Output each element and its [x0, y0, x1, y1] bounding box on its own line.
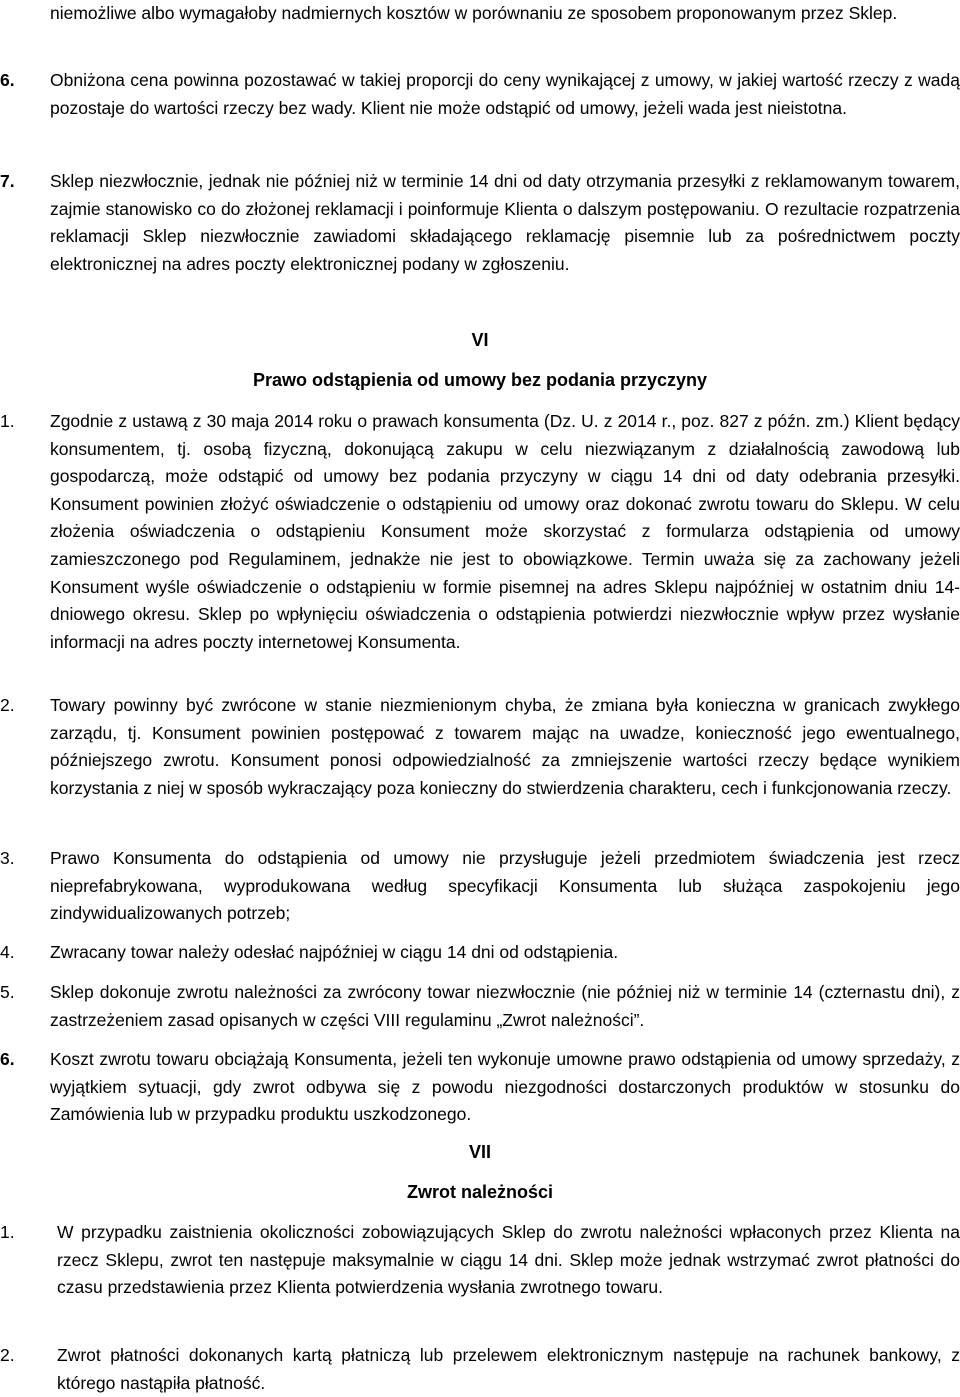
- section-numeral: VII: [468, 1142, 491, 1162]
- item-text: Towary powinny być zwrócone w stanie niezmienionym chyba, że zmiana była konieczna w granicach zwykłego zarządu, tj. Konsument powinien postępować z towarem mając na uwadze, konieczność jego ewentualnego, późniejszego zwrotu. Konsument ponosi odpowiedzialność za zmniejszenie wartości rzeczy będące wynikiem korzystania z niej w sposób wykraczający poza konieczny do stwierdzenia charakteru, cech i funkcjonowania rzeczy.: [50, 695, 960, 798]
- item-number: 7.: [0, 171, 15, 191]
- item-number: 6.: [0, 70, 15, 90]
- item-text: Sklep dokonuje zwrotu należności za zwrócony towar niezwłocznie (nie później niż w terminie 14 (czternastu dni), z zastrzeżeniem zasad opisanych w części VIII regulaminu „Zwrot należności”.: [50, 982, 960, 1030]
- item-text: Koszt zwrotu towaru obciążają Konsumenta, jeżeli ten wykonuje umowne prawo odstąpienia od umowy sprzedaży, z wyjątkiem sytuacji, gdy zwrot odbywa się z powodu niezgodności dostarczonych produktów w stosunku do Zamówienia lub w przypadku produktu uszkodzonego.: [50, 1049, 960, 1125]
- item-number: 6.: [0, 1049, 15, 1069]
- item-text: Sklep niezwłocznie, jednak nie później niż w terminie 14 dni od daty otrzymania przesyłki z reklamowanym towarem, zajmie stanowisko co do złożonej reklamacji i poinformuje Klienta o dalszym postępowaniu. O rezultacie rozpatrzenia reklamacji Sklep niezwłocznie zawiadomi składającego reklamację pisemnie lub za pośrednictwem poczty elektronicznej na adres poczty elektronicznej podany w zgłoszeniu.: [50, 171, 960, 274]
- item-number: 5.: [0, 982, 15, 1002]
- item-number: 2.: [0, 1345, 15, 1365]
- item-number: 1.: [0, 411, 15, 431]
- item-number: 4.: [0, 942, 15, 962]
- section-title: Zwrot należności: [406, 1182, 554, 1202]
- paragraph-continuation: niemożliwe albo wymagałoby nadmiernych kosztów w porównaniu ze sposobem proponowanym przez Sklep.: [50, 3, 898, 23]
- item-text: Obniżona cena powinna pozostawać w takiej proporcji do ceny wynikającej z umowy, w jakiej wartość rzeczy z wadą pozostaje do wartości rzeczy bez wady. Klient nie może odstąpić od umowy, jeżeli wada jest nieistotna.: [50, 70, 960, 118]
- item-text: Prawo Konsumenta do odstąpienia od umowy nie przysługuje jeżeli przedmiotem świadczenia jest rzecz nieprefabrykowana, wyprodukowana według specyfikacji Konsumenta lub służąca zaspokojeniu jego zindywidualizowanych potrzeb;: [50, 848, 960, 924]
- item-text: Zwracany towar należy odesłać najpóźniej w ciągu 14 dni od odstąpienia.: [50, 942, 619, 962]
- section-numeral: VI: [471, 330, 489, 350]
- section-title: Prawo odstąpienia od umowy bez podania przyczyny: [252, 370, 708, 390]
- item-number: 2.: [0, 695, 15, 715]
- item-text: Zwrot płatności dokonanych kartą płatniczą lub przelewem elektronicznym następuje na rachunek bankowy, z którego nastąpiła płatność.: [57, 1345, 960, 1393]
- item-number: 1.: [0, 1222, 15, 1242]
- item-text: Zgodnie z ustawą z 30 maja 2014 roku o prawach konsumenta (Dz. U. z 2014 r., poz. 827 z późn. zm.) Klient będący konsumentem, tj. osobą fizyczną, dokonującą zakupu w celu niezwiązanym z działalnością zawodową lub gospodarczą, może odstąpić od umowy bez podania przyczyny w ciągu 14 dni od daty odebrania przesyłki. Konsument powinien złożyć oświadczenie o odstąpieniu od umowy oraz dokonać zwrotu towaru do Sklepu. W celu złożenia oświadczenia o odstąpieniu Konsument może skorzystać z formularza odstąpienia od umowy zamieszczonego pod Regulaminem, jednakże nie jest to obowiązkowe. Termin uważa się za zachowany jeżeli Konsument wyśle oświadczenie o odstąpieniu w formie pisemnej na adres Sklepu najpóźniej w ostatnim dniu 14-dniowego okresu. Sklep po wpłynięciu oświadczenia o odstąpienia potwierdzi niezwłocznie wpływ przez wysłanie informacji na adres poczty internetowej Konsumenta.: [50, 411, 960, 652]
- item-number: 3.: [0, 848, 15, 868]
- item-text: W przypadku zaistnienia okoliczności zobowiązujących Sklep do zwrotu należności wpłaconych przez Klienta na rzecz Sklepu, zwrot ten następuje maksymalnie w ciągu 14 dni. Sklep może jednak wstrzymać zwrot płatności do czasu przedstawienia przez Klienta potwierdzenia wysłania zwrotnego towaru.: [57, 1222, 960, 1298]
